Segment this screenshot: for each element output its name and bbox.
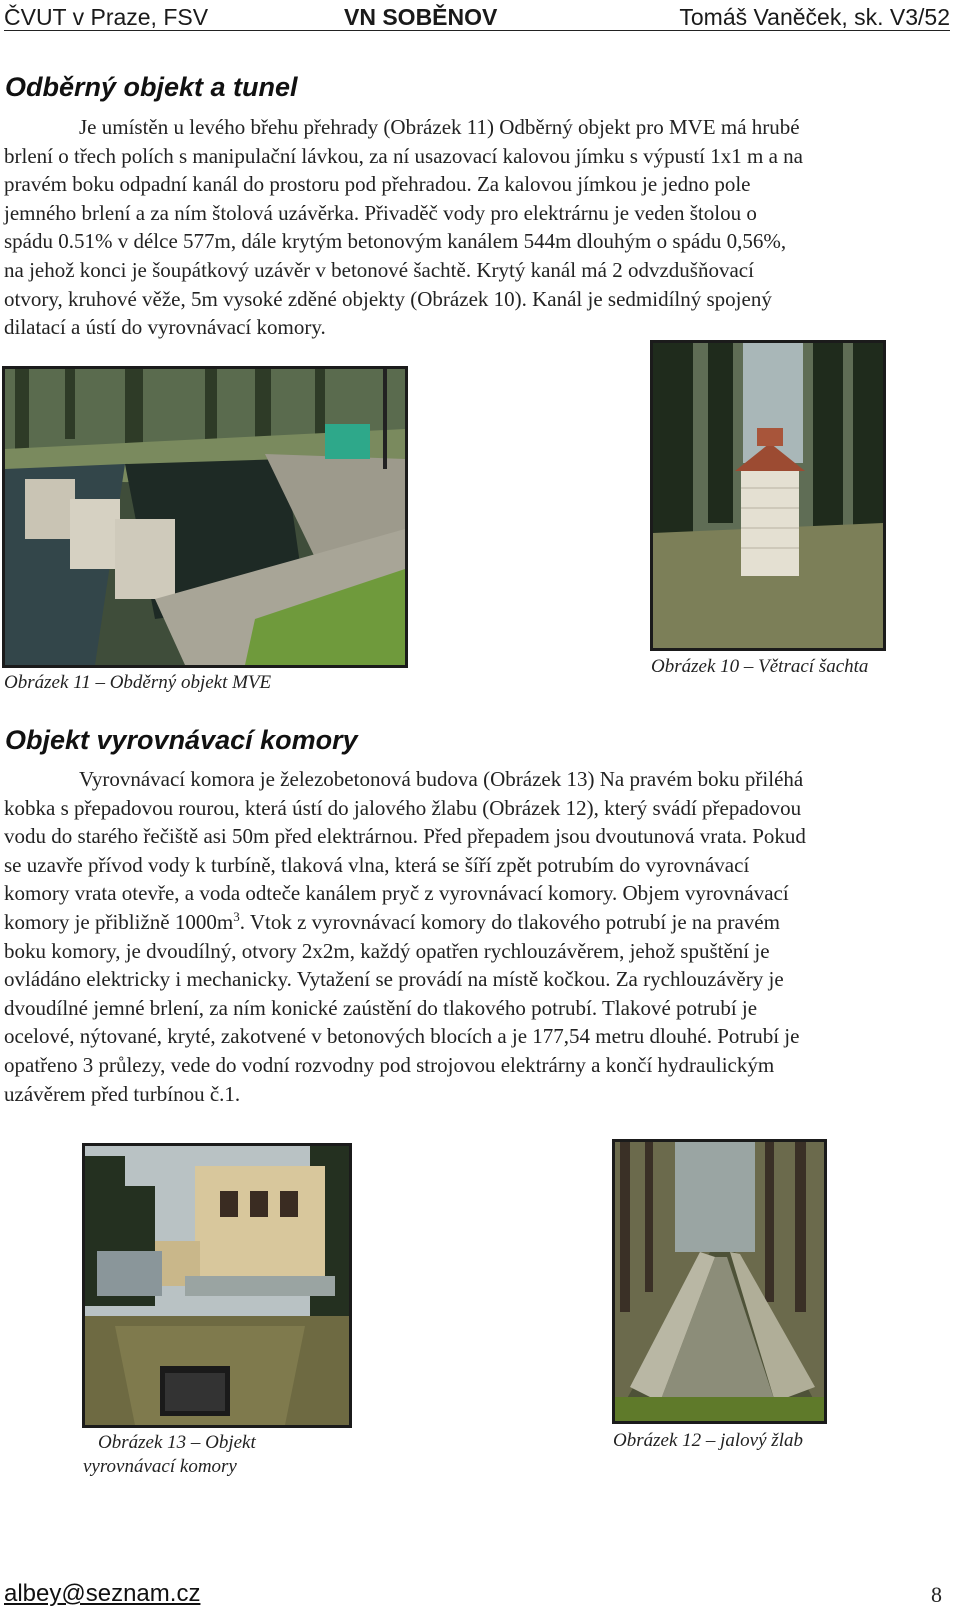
caption-figure-11: Obrázek 11 – Obděrný objekt MVE [4, 672, 272, 693]
text-line: Vyrovnávací komora je železobetonová budova (Obrázek 13) Na pravém boku přiléhá [79, 767, 804, 791]
paragraph-intake [4, 113, 954, 342]
text-line: ocelové, nýtované, kryté, zakotvené v betonových blocích a je 177,54 metru dlouhé. Potrubí je [4, 1024, 800, 1049]
text-line: ovládáno elektricky i mechanicky. Vytažení se provádí na místě kočkou. Za rychlouzávěry je [4, 967, 784, 992]
caption-figure-13-line1: Obrázek 13 – Objekt [98, 1432, 256, 1453]
text-line: otvory, kruhové věže, 5m vysoké zděné objekty (Obrázek 10). Kanál je sedmidílný spojený [4, 286, 772, 311]
text-line: boku komory, je dvoudílný, otvory 2x2m, každý opatřen rychlouzávěrem, jehož spuštění je [4, 938, 770, 963]
text-line: komory vrata otevře, a voda odteče kanálem pryč z vyrovnávací komory. Objem vyrovnávací [4, 881, 789, 906]
header-divider [4, 30, 950, 31]
superscript: 3 [233, 908, 240, 924]
text-segment: komory je přibližně 1000m [4, 909, 234, 934]
section-title-intake: Odběrný objekt a tunel [5, 72, 298, 102]
text-line: opatřeno 3 průlezy, vede do vodní rozvodny pod strojovou elektrárny a končí hydraulickým [4, 1052, 775, 1077]
text-line: vodu do starého řečiště asi 50m před elektrárnou. Před přepadem jsou dvoutunová vrata. Pokud [4, 824, 806, 849]
text-line: spádu 0.51% v délce 577m, dále krytým betonovým kanálem 544m dlouhým o spádu 0,56%, [4, 229, 787, 254]
text-line [4, 908, 954, 937]
text-line: dilatací a ústí do vyrovnávací komory. [4, 315, 326, 340]
text-line: se uzavře přívod vody k turbíně, tlaková vlna, která se šíří zpět potrubím do vyrovnávací [4, 852, 750, 877]
section-title-surge-chamber: Objekt vyrovnávací komory [5, 725, 358, 755]
text-line: uzávěrem před turbínou č.1. [4, 1081, 241, 1106]
caption-figure-13-line2: vyrovnávací komory [83, 1456, 237, 1477]
caption-figure-10: Obrázek 10 – Větrací šachta [651, 656, 869, 677]
photo-ventilation-shaft [650, 340, 886, 651]
text-line: brlení o třech polích s manipulační lávkou, za ní usazovací kalovou jímku s výpustí 1x1 m a na [4, 143, 803, 168]
photo-intake-object [2, 366, 408, 668]
text-line: na jehož konci je šoupátkový uzávěr v betonové šachtě. Krytý kanál má 2 odvzdušňovací [4, 257, 754, 282]
header-institution: ČVUT v Praze, FSV [4, 4, 209, 30]
caption-figure-12: Obrázek 12 – jalový žlab [613, 1430, 803, 1451]
text-line: pravém boku odpadní kanál do prostoru pod přehradou. Za kalovou jímkou je jedno pole [4, 172, 751, 197]
page-number: 8 [931, 1582, 942, 1607]
photo-surge-chamber [82, 1143, 352, 1428]
text-line: kobka s přepadovou rourou, která ústí do jalového žlabu (Obrázek 12), který svádí přepadovou [4, 795, 802, 820]
paragraph-surge-chamber [4, 765, 954, 1108]
header-author: Tomáš Vaněček, sk. V3/52 [679, 4, 950, 30]
photo-spillway-channel [612, 1139, 827, 1424]
text-line: Je umístěn u levého břehu přehrady (Obrázek 11) Odběrný objekt pro MVE má hrubé [79, 115, 800, 139]
text-segment: . Vtok z vyrovnávací komory do tlakového potrubí je na pravém [239, 909, 780, 934]
text-line: dvoudílné jemné brlení, za ním konické zaústění do tlakového potrubí. Tlakové potrubí je [4, 995, 758, 1020]
page-header [4, 2, 950, 30]
header-title: VN SOBĚNOV [344, 4, 498, 30]
text-line: jemného brlení a za ním štolová uzávěrka. Přivaděč vody pro elektrárnu je veden štolou o [4, 200, 757, 225]
footer-email-link[interactable]: albey@seznam.cz [4, 1580, 201, 1607]
